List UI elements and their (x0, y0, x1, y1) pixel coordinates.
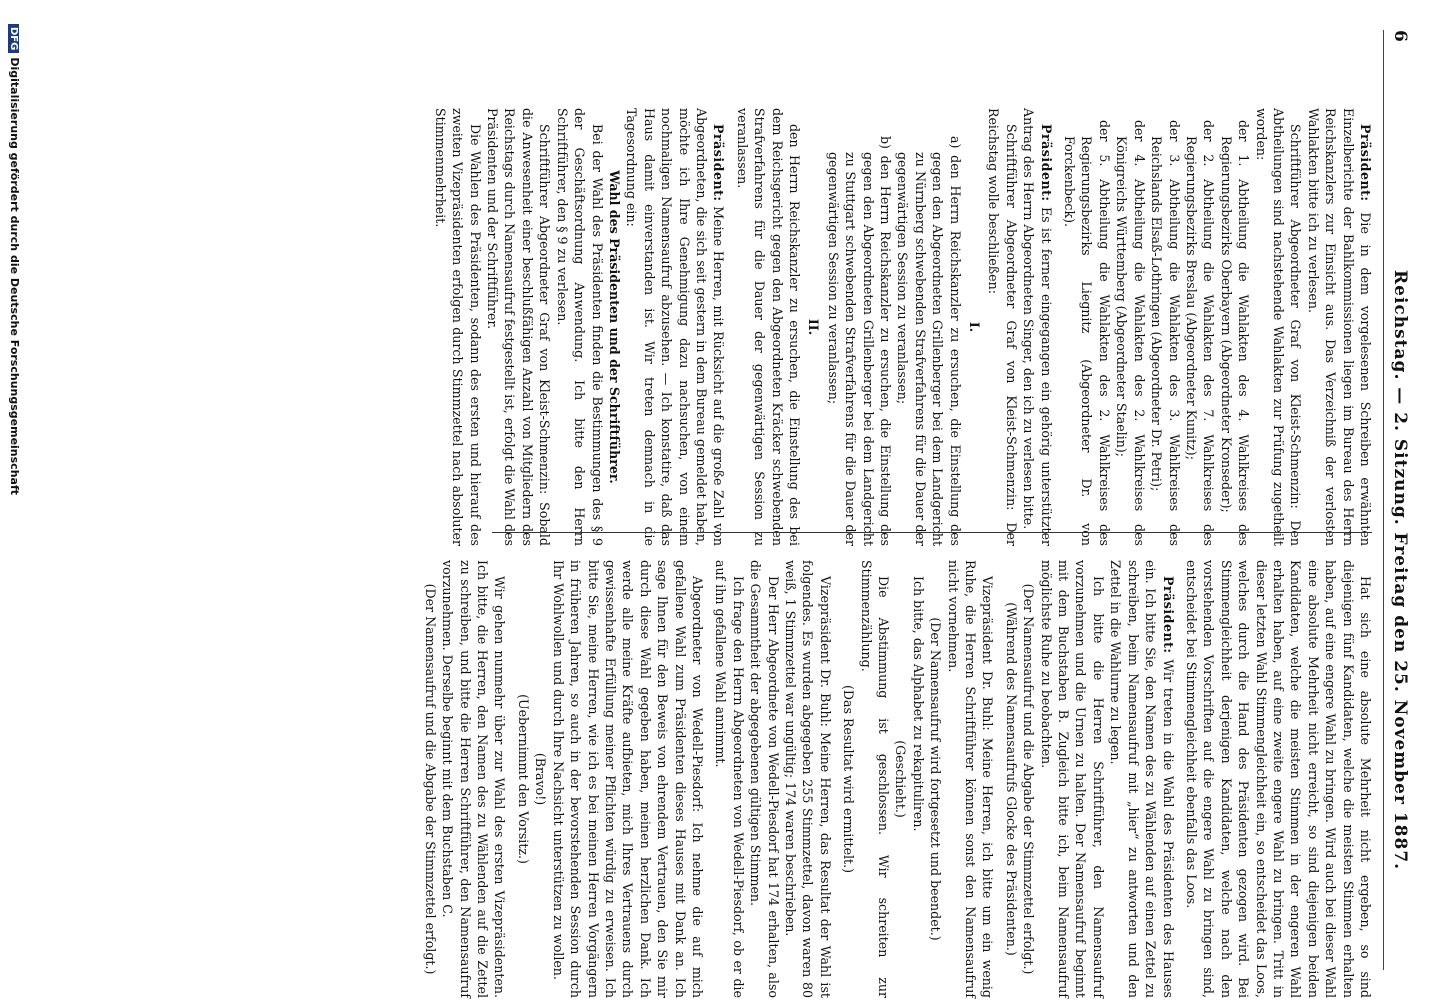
section-numeral (805, 108, 822, 546)
stage-direction (840, 560, 857, 998)
paragraph (857, 560, 892, 998)
paragraph-text: Ich bitte die Herren Schriftführer, den Namensaufruf vorzunehmen und die Urnen zu halten. Der Namensaufruf beginnt mit dem Buchstaben B. Zugleich bitte ich, beim Namensaufruf möglichste Ruhe zu beobachten. (1038, 560, 1106, 998)
paragraph-text: I. (967, 321, 983, 333)
speaker-label: Präsident: (1160, 576, 1176, 654)
paragraph-text: Die Abstimmung ist geschlossen. Wir schreiten zur Stimmenzählung. (858, 560, 892, 998)
paragraph-text: Schriftführer Abgeordneter Graf von Kleist-Schmenzin: Sobald die Anwesenheit einer beschlußfähigen Anzahl von Mitgliedern des Reichstags durch Namensaufruf festgestellt ist, erfolgt die Wahl des Präsidenten und der Schriftführer. (485, 108, 553, 546)
speaker-label: Präsident: (711, 124, 727, 202)
page-number: 6 (1390, 30, 1410, 43)
stage-direction (515, 560, 532, 998)
paragraph (733, 108, 803, 546)
running-title: Reichstag. — 2. Sitzung. Freitag den 25. November 1887. (1390, 270, 1410, 871)
paragraph-text: Die Wahlen des Präsidenten, sodann des ersten und hierauf des zweiten Vizepräsidenten erfolgen durch Stimmzettel nach absoluter Stimmenmehrheit. (432, 108, 483, 546)
paragraph-text: (Der Namensaufruf wird fortgesetzt und beendet.) (928, 617, 944, 941)
paragraph-text: a) den Herrn Reichskanzler zu ersuchen, die Einstellung des gegen den Abgeordneten Grillenberger bei dem Landgericht zu Nürnberg schwebenden Strafverfahrens für die Dauer der gegenwärtigen Session zu veranlassen; (895, 136, 963, 546)
paragraph-text: (Der Namensaufruf und die Abgabe der Stimmzettel erfolgt.) (422, 583, 438, 975)
paragraph-text: der 3. Abtheilung die Wahlakten des 3. Wahlkreises des Reichslands Elsaß-Lothringen (Abgeordneter Dr. Petri); (1149, 120, 1182, 546)
column-divider (492, 532, 1372, 533)
paragraph (985, 108, 1020, 546)
paragraph (782, 560, 834, 998)
paragraph-gap (834, 560, 840, 998)
paragraph (1020, 108, 1055, 546)
digitization-note (8, 24, 21, 984)
paragraph-text: Hat sich eine absolute Mehrheit nicht ergeben, so sind diejenigen fünf Kandidaten, welche die meisten Stimmen erhalten haben, auf eine engere Wahl zu bringen. Wird auch bei dieser Wahl eine absolute Mehrheit nicht erreicht, so sind diejenigen beiden Kandidaten, welche die meisten Stimmen in der engeren Wahl erhalten haben, auf eine zweite engere Wahl zu bringen. Tritt in dieser letzten Wahl Stimmengleichheit ein, so entscheidet das Loos, welches durch die Hand des Präsidenten gezogen wird. Bei Stimmengleichheit derjenigen Kandidaten, welche nach den vorstehenden Vorschriften auf die engere Wahl zu bringen sind, entscheidet bei Stimmengleichheit ebenfalls das Loos. (1183, 560, 1373, 998)
paragraph-text: der 1. Abtheilung die Wahlakten des 4. Wahlkreises des Regierungsbezirks Oberbayern (Abgeordneter Kronseder); (1218, 120, 1252, 546)
paragraph-text: Vizepräsident Dr. Buhl: Meine Herren, ich bitte um ein wenig Ruhe, die Herren Schriftführer können sonst den Namensaufruf nicht vornehmen. (945, 560, 996, 998)
paragraph-text: Abgeordneter von Wedell-Piesdorf: Ich nehme die auf mich gefallene Wahl zum Präsidenten dieses Hauses mit Dank an. Ich sage Ihnen für den Beweis von ehrendem Vertrauen, den Sie mir durch diese Wahl gegeben haben, meinen herzlichen Dank. Ich werde alle meine Kräfte aufbieten, mich Ihres Vertrauens durch gewissenhafte Erfüllung meiner Pflichten würdig zu erweisen. Ich bitte Sie, meine Herren, wie ich es bei meinen Herren Vorgängern in früheren Jahren, so auch in der bevorstehenden Session durch Ihr Wohlwollen und durch Ihre Nachsicht unterstützen zu wollen. (550, 560, 705, 998)
section-heading (606, 108, 623, 546)
paragraph (824, 108, 894, 546)
paragraph-text: Ich frage den Herrn Abgeordneten von Wedell-Piesdorf, ob er die auf ihn gefallene Wahl annimmt. (713, 560, 746, 998)
stage-direction (1020, 560, 1037, 998)
left-column (431, 108, 1374, 546)
paragraph (623, 108, 727, 546)
header-rule (1383, 30, 1384, 970)
speaker-label: Präsident: (1358, 124, 1373, 202)
paragraph-text: (Das Resultat wird ermittelt.) (841, 684, 857, 874)
paragraph (1148, 108, 1183, 546)
paragraph-text: Ich bitte, das Alphabet zu rekapituliren. (910, 576, 926, 832)
dfg-logo: DFG (8, 24, 19, 53)
paragraph (1183, 560, 1374, 998)
paragraph-text: den Herrn Reichskanzler zu ersuchen, die Einstellung des bei dem Reichsgericht gegen den Abgeordneten Kräcker schwebenden Strafverfahrens für die Dauer der gegenwärtigen Session zu veranlassen. (734, 108, 802, 546)
paragraph (1037, 560, 1107, 998)
right-column (421, 560, 1374, 998)
paragraph (1304, 108, 1374, 546)
paragraph-text: (Der Namensaufruf und die Abgabe der Stimmzettel erfolgt.) (1021, 583, 1037, 975)
paragraph-text: der 4. Abtheilung die Wahlakten des 2. Wahlkreises des Königreichs Württemberg (Abgeordneter Staelin); (1114, 120, 1147, 546)
paragraph-text: Der Herr Abgeordnete von Wedell-Piesdorf hat 174 erhalten, also die Gesammtheit der abgegebenen gültigen Stimmen. (748, 560, 781, 998)
paragraph (549, 560, 706, 998)
stage-direction (1002, 560, 1019, 998)
paragraph (431, 108, 483, 546)
paragraph (944, 560, 996, 998)
paragraph-text: der 5. Abtheilung die Wahlakten des 2. Wahlkreises des Regierungsbezirks Liegnitz (Abgeordneter Dr. von Forckenbeck). (1062, 120, 1112, 546)
page-header (1384, 30, 1410, 970)
paragraph (484, 108, 554, 546)
paragraph-text: (Uebernimmt den Vorsitz.) (515, 694, 531, 864)
paragraph (894, 108, 964, 546)
paragraph (1061, 108, 1113, 546)
paragraph-text: Schriftführer Abgeordneter Graf von Kleist-Schmenzin: Den Abtheilungen sind nachstehende Wahlakten zur Prüfung zugetheilt worden: (1253, 108, 1304, 546)
paragraph (1252, 108, 1304, 546)
section-numeral (966, 108, 983, 546)
paragraph-text: Bei der Wahl des Präsidenten finden die Bestimmungen des § 9 der Geschäftsordnung Anwendung. Ich bitte den Herrn Schriftführer, den § 9 zu verlesen. (554, 108, 605, 546)
paragraph-text: b) den Herrn Reichskanzler zu ersuchen, die Einstellung des gegen den Abgeordneten Grillenberger bei dem Landgericht zu Stuttgart schwebenden Strafverfahrens für die Dauer der gegenwärtigen Session zu veranlassen; (825, 136, 894, 546)
paragraph-text: Schriftführer Abgeordneter Graf von Kleist-Schmenzin: Der Reichstag wolle beschließen: (986, 108, 1019, 546)
paragraph (1217, 108, 1252, 546)
paragraph (909, 560, 926, 998)
paragraph-text: der 2. Abtheilung die Wahlakten des 7. Wahlkreises des Regierungsbezirks Breslau (Abgeordneter Kunitz); (1183, 120, 1217, 546)
paragraph (1113, 108, 1148, 546)
paragraph-text: Vizepräsident Dr. Buhl: Meine Herren, das Resultat der Wahl ist folgendes. Es wurden abgegeben 255 Stimmzettel, davon waren 80 weiß, 1 Stimmzettel war ungültig; 174 waren beschrieben. (783, 560, 833, 998)
paragraph-text: (Bravo!) (533, 752, 549, 806)
paragraph (1183, 108, 1218, 546)
stage-direction (892, 560, 909, 998)
paragraph-text: Wahl des Präsidenten und der Schriftführer. (606, 170, 622, 484)
paragraph (1107, 560, 1177, 998)
paragraph-text: Die in dem vorgelesenen Schreiben erwähnten Einzelberichte der Bahlkommissionen liegen im Bureau des Herrn Reichskanzlers zur Einsicht aus. Das Verzeichniß der verlosten Wahlakten bitte ich zu verlesen. (1305, 108, 1373, 546)
paragraph-text: II. (806, 318, 822, 336)
paragraph-text: Wir treten in die Wahl des Präsidenten des Hauses ein. Ich bitte Sie, den Namen des zu Wählenden auf einen Zettel zu schreiben, beim Namensaufruf mit „hier“ zu antworten und den Zettel in die Wahlurne zu legen. (1108, 560, 1176, 998)
speaker-label: Präsident: (1038, 124, 1054, 202)
paragraph (747, 560, 782, 998)
stage-direction (421, 560, 438, 998)
paragraph-text: Meine Herren, mit Rücksicht auf die große Zahl von Abgeordneten, die sich seit gestern in dem Bureau gemeldet haben, möchte ich Ihre Genehmigung dazu nachsuchen, von einem nochmaligen Namensaufruf abzusehen. — Ich konstatire, daß das Haus damit einverstanden ist. Wir treten demnach in die Tagesordnung ein: (624, 108, 727, 546)
paragraph-text: Es ist ferner eingegangen ein gehörig unterstützter Antrag des Herrn Abgeordneten Singer, den ich zu verlesen bitte. (1021, 108, 1054, 546)
digitization-text: Digitalisierung gefördert durch die Deutsche Forschungsgemeinschaft (8, 57, 21, 496)
stage-direction (532, 560, 549, 998)
paragraph-text: Wir gehen nunmehr über zur Wahl des ersten Vizepräsidenten. Ich bitte, die Herren, den Namen des zu Wählenden auf die Zettel zu schreiben, und bitte die Herren Schriftführer, den Namensaufruf vorzunehmen. Derselbe beginnt mit dem Buchstaben C. (440, 560, 508, 998)
paragraph (439, 560, 509, 998)
paragraph (712, 560, 747, 998)
paragraph-text: (Geschieht.) (893, 740, 909, 818)
stage-direction (927, 560, 944, 998)
paragraph-text: (Während des Namensaufrufs Glocke des Präsidenten.) (1003, 602, 1019, 956)
paragraph (553, 108, 605, 546)
